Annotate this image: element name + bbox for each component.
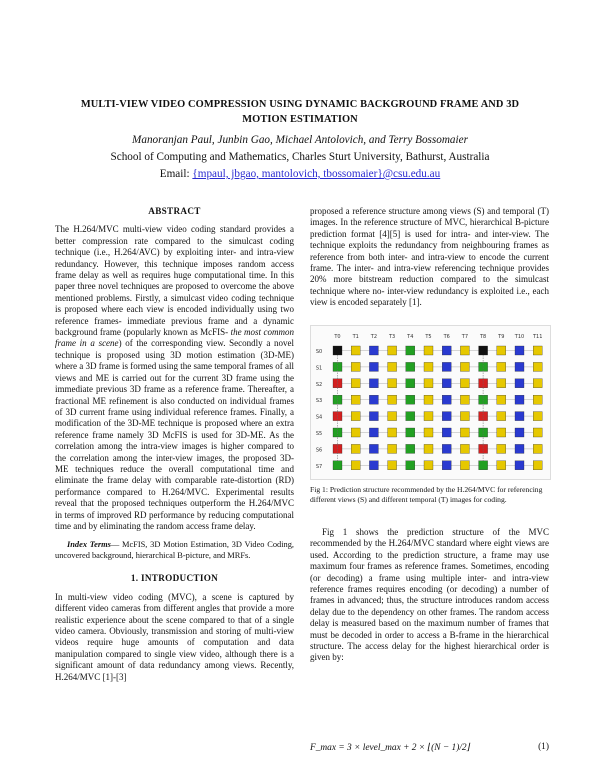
frame-S3-T1 xyxy=(351,395,360,404)
frame-S2-T1 xyxy=(351,379,360,388)
index-terms xyxy=(55,539,294,561)
frame-S7-T6 xyxy=(442,461,451,470)
frame-S3-T6 xyxy=(442,395,451,404)
prediction-structure-figure xyxy=(310,325,551,480)
intro-heading: 1. INTRODUCTION xyxy=(130,573,219,584)
right-column-bottom xyxy=(310,527,549,664)
right-bottom-text: Fig 1 shows the prediction structure of the MVC recommended by the H.264/MVC standard where eight views are used. According to the prediction structure, a frame may use maximum four frames as reference frames. Sometimes, encoding (or decoding) a frame using multiple inter- and intra-view reference frames requires encoding (or decoding) a number of frames in advanced; thus, the structure introduces random access delay due to the dependency on other frames. The random access delay is measured based on the maximum number of frames that must be decoded in order to access a B-frame in the hierarchical structure. The access delay for the highest hierarchical order is given by: xyxy=(310,527,549,663)
equation-1 xyxy=(310,742,549,753)
frame-S5-T10 xyxy=(515,428,524,437)
equation-text: F_max = 3 × level_max + 2 × ⌊(N − 1)/2⌋ xyxy=(310,743,471,753)
frame-S1-T5 xyxy=(424,362,433,371)
frame-S6-T2 xyxy=(369,444,378,453)
abstract-text-a: The H.264/MVC multi-view video coding standard provides a better compression rate compared to the simulcast coding technique (i.e., H.264/AVC) by exploiting inter- and intra-view redundancy. However, this technique imposes random access frame delay as well as requires huge computational time. In this paper three novel techniques are proposed to overcome the above mentioned problems. Firstly, a simulcast video coding technique is proposed where each view is encoded individually using two reference frames- immediate previous frame and a dynamic background frame (popularly known as McFIS- xyxy=(55,224,294,338)
col-header-T1: T1 xyxy=(352,334,359,340)
col-header-T7: T7 xyxy=(461,334,469,340)
frame-S2-T10 xyxy=(515,379,524,388)
frame-S0-T5 xyxy=(424,346,433,355)
frame-S0-T2 xyxy=(369,346,378,355)
frame-S4-T5 xyxy=(424,412,433,421)
frame-S7-T7 xyxy=(460,461,469,470)
frame-S7-T3 xyxy=(388,461,397,470)
abstract-text xyxy=(55,224,294,532)
col-header-T9: T9 xyxy=(498,334,505,340)
col-header-T6: T6 xyxy=(443,334,450,340)
frame-S6-T7 xyxy=(460,444,469,453)
frame-S4-T3 xyxy=(388,412,397,421)
frame-S3-T4 xyxy=(406,395,415,404)
frame-S5-T3 xyxy=(388,428,397,437)
frame-S0-T6 xyxy=(442,346,451,355)
frame-S4-T1 xyxy=(351,412,360,421)
row-header-S2: S2 xyxy=(315,381,323,388)
col-header-T11: T11 xyxy=(532,334,543,340)
frame-S0-T11 xyxy=(533,346,542,355)
frame-S5-T6 xyxy=(442,428,451,437)
row-header-S4: S4 xyxy=(315,414,323,421)
frame-S6-T10 xyxy=(515,444,524,453)
frame-S4-T4 xyxy=(406,412,415,421)
frame-S2-T4 xyxy=(406,379,415,388)
prediction-structure-diagram xyxy=(311,326,550,479)
paper-email xyxy=(40,168,560,180)
frame-S1-T1 xyxy=(351,362,360,371)
frame-S5-T4 xyxy=(406,428,415,437)
index-terms-text: — McFIS, 3D Motion Estimation, 3D Video Coding, uncovered background, hierarchical B-picture, and MRFs. xyxy=(55,540,295,561)
abstract-text-em: the most common frame in a scene xyxy=(55,327,294,349)
frame-S4-T11 xyxy=(533,412,542,421)
email-link[interactable]: {mpaul, jbgao, mantolovich, tbossomaier}@csu.edu.au xyxy=(192,168,441,180)
frame-S7-T4 xyxy=(406,461,415,470)
frame-S2-T2 xyxy=(369,379,378,388)
paper-authors: Manoranjan Paul, Junbin Gao, Michael Antolovich, and Terry Bossomaier xyxy=(132,134,468,146)
frame-S0-T8 xyxy=(479,346,488,355)
frame-S6-T3 xyxy=(388,444,397,453)
frame-S1-T3 xyxy=(388,362,397,371)
col-header-T3: T3 xyxy=(388,334,396,340)
paper-title: MULTI-VIEW VIDEO COMPRESSION USING DYNAMIC BACKGROUND FRAME AND 3D MOTION ESTIMATION xyxy=(80,99,520,125)
frame-S5-T2 xyxy=(369,428,378,437)
frame-S5-T11 xyxy=(533,428,542,437)
frame-S4-T10 xyxy=(515,412,524,421)
frame-S2-T3 xyxy=(388,379,397,388)
frame-S2-T6 xyxy=(442,379,451,388)
frame-S0-T3 xyxy=(388,346,397,355)
frame-S3-T10 xyxy=(515,395,524,404)
frame-S7-T1 xyxy=(351,461,360,470)
col-header-T0: T0 xyxy=(334,334,341,340)
frame-S7-T10 xyxy=(515,461,524,470)
frame-S0-T0 xyxy=(333,346,342,355)
frame-S3-T9 xyxy=(497,395,506,404)
col-header-T8: T8 xyxy=(479,334,487,340)
frame-S6-T11 xyxy=(533,444,542,453)
frame-S2-T11 xyxy=(533,379,542,388)
frame-S1-T4 xyxy=(406,362,415,371)
frame-S0-T7 xyxy=(460,346,469,355)
col-header-T10: T10 xyxy=(514,334,525,340)
frame-S1-T11 xyxy=(533,362,542,371)
email-label: Email: xyxy=(159,168,190,180)
right-top-text: proposed a reference structure among views (S) and temporal (T) images. In the reference structure of MVC, hierarchical B-picture prediction format [4][5] is used for intra- and inter-view. The technique exploits the redundancy from neighbouring frames as reference from both inter- and intra-view to encode the current frame. The inter- and intra-view referencing technique provides 20% more bitstream reduction compared to the simulcast technique where no- inter-view redundancy is exploited i.e., each view is encoded separately [1]. xyxy=(310,206,549,308)
frame-S6-T1 xyxy=(351,444,360,453)
frame-S1-T10 xyxy=(515,362,524,371)
col-header-T5: T5 xyxy=(425,334,432,340)
frame-S3-T3 xyxy=(388,395,397,404)
frame-S7-T8 xyxy=(479,461,488,470)
left-column xyxy=(55,206,294,683)
frame-S1-T9 xyxy=(497,362,506,371)
row-header-S0: S0 xyxy=(315,349,323,355)
frame-S3-T11 xyxy=(533,395,542,404)
frame-S4-T2 xyxy=(369,412,378,421)
frame-S3-T5 xyxy=(424,395,433,404)
frame-S6-T4 xyxy=(406,444,415,453)
frame-S0-T1 xyxy=(351,346,360,355)
frame-S4-T6 xyxy=(442,412,451,421)
paper-affiliation: School of Computing and Mathematics, Charles Sturt University, Bathurst, Australia xyxy=(110,151,490,163)
frame-S4-T9 xyxy=(497,412,506,421)
frame-S5-T1 xyxy=(351,428,360,437)
frame-S6-T6 xyxy=(442,444,451,453)
col-header-T4: T4 xyxy=(407,334,414,340)
frame-S1-T2 xyxy=(369,362,378,371)
frame-S0-T10 xyxy=(515,346,524,355)
frame-S7-T11 xyxy=(533,461,542,470)
frame-S3-T7 xyxy=(460,395,469,404)
figure-caption: Fig 1: Prediction structure recommended by the H.264/MVC for referencing different views (S) and different temporal (T) images for coding. xyxy=(310,485,543,504)
right-column-top xyxy=(310,206,549,309)
frame-S2-T7 xyxy=(460,379,469,388)
frame-S0-T4 xyxy=(406,346,415,355)
frame-S3-T2 xyxy=(369,395,378,404)
intro-text: In multi-view video coding (MVC), a scene is captured by different video cameras from different angles that provide a more realistic experience about the scene compared to that of a single video camera. Obviously, transmission and storing of multi-view videos require huge amounts of computation and data manipulation compared to single view video, although there is a significant amount of data redundancy among views. Recently, H.264/MVC [1]-[3] xyxy=(55,591,294,682)
frame-S5-T7 xyxy=(460,428,469,437)
frame-S5-T5 xyxy=(424,428,433,437)
frame-S7-T0 xyxy=(333,461,342,470)
frame-S6-T9 xyxy=(497,444,506,453)
index-terms-label: Index Terms xyxy=(67,540,111,550)
frame-S6-T5 xyxy=(424,444,433,453)
row-header-S1: S1 xyxy=(315,365,323,372)
row-header-S7: S7 xyxy=(315,463,323,470)
abstract-heading: ABSTRACT xyxy=(148,206,201,216)
frame-S7-T9 xyxy=(497,461,506,470)
frame-S5-T9 xyxy=(497,428,506,437)
equation-number: (1) xyxy=(538,742,549,752)
row-header-S6: S6 xyxy=(315,447,323,454)
abstract-text-b: ) of the corresponding view. Secondly a novel technique is proposed using 3D motion estimation (3D-ME) where a 3D frame is formed using the same temporal frames of all views and ME is carried out for the current 3D frame using the immediate previous 3D frame as a reference frame. Thereafter, a fractional ME refinement is also conducted on individual frames of 3D current frame using individual reference frames. Finally, a modification of the 3D-ME technique is proposed where an extra reference frame namely 3D McFIS is used for 3D-ME. As the correlation among the intra-view images is higher compared to the correlation among the inter-view images, the proposed 3D-ME techniques reduce the overall computational time and eliminate the frame delay with comparable rate-distortion (RD) performance compared to H.264/MVC. Experimental results reveal that the proposed techniques outperform the H.264/MVC in terms of improved RD performance by reducing computational time and by eliminating the random access frame delay. xyxy=(55,338,295,531)
frame-S2-T5 xyxy=(424,379,433,388)
frame-S4-T7 xyxy=(460,412,469,421)
row-header-S5: S5 xyxy=(315,431,323,437)
frame-S7-T2 xyxy=(369,461,378,470)
col-header-T2: T2 xyxy=(370,334,378,340)
frame-S7-T5 xyxy=(424,461,433,470)
frame-S1-T6 xyxy=(442,362,451,371)
frame-S0-T9 xyxy=(497,346,506,355)
row-header-S3: S3 xyxy=(315,398,323,405)
frame-S1-T7 xyxy=(460,362,469,371)
frame-S2-T9 xyxy=(497,379,506,388)
